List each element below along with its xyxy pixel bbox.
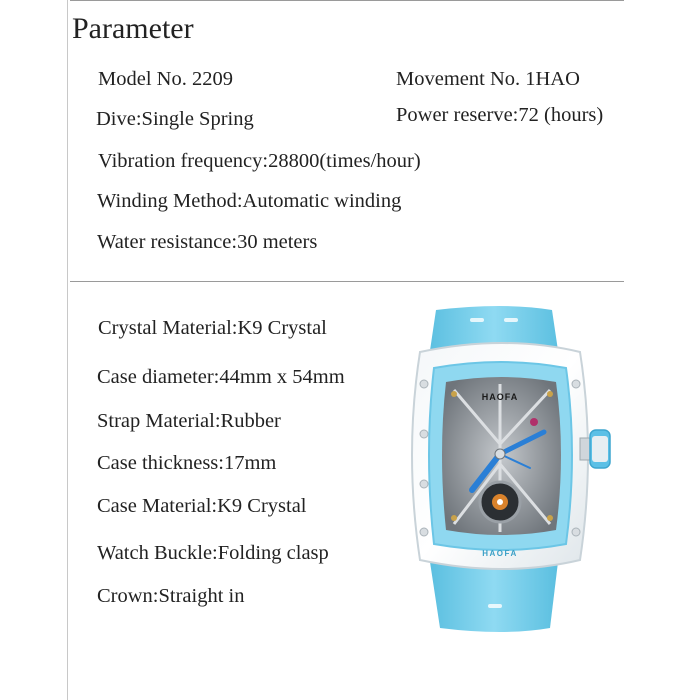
left-guide-line bbox=[67, 0, 68, 700]
spec-strap: Strap Material:Rubber bbox=[97, 410, 281, 432]
watch-illustration bbox=[384, 304, 624, 634]
spec-case-diameter: Case diameter:44mm x 54mm bbox=[97, 366, 345, 388]
spec-vibration: Vibration frequency:28800(times/hour) bbox=[98, 150, 421, 172]
spec-water: Water resistance:30 meters bbox=[97, 231, 318, 253]
spec-buckle: Watch Buckle:Folding clasp bbox=[97, 542, 329, 564]
strap-brand-logo: HAOFA bbox=[482, 549, 518, 558]
spec-crystal: Crystal Material:K9 Crystal bbox=[98, 317, 327, 339]
spec-case-material: Case Material:K9 Crystal bbox=[97, 495, 307, 517]
strap-bottom bbox=[430, 562, 558, 632]
top-divider bbox=[70, 0, 624, 1]
spec-power-reserve: Power reserve:72 (hours) bbox=[396, 104, 604, 126]
ruby-jewel bbox=[530, 418, 538, 426]
spec-crown: Crown:Straight in bbox=[97, 585, 245, 607]
spec-movement: Movement No. 1HAO bbox=[396, 68, 580, 90]
spec-winding: Winding Method:Automatic winding bbox=[97, 190, 402, 212]
page-title: Parameter bbox=[72, 12, 194, 45]
middle-divider bbox=[70, 281, 624, 282]
dial-brand-logo: HAOFA bbox=[481, 392, 519, 402]
spec-dive: Dive:Single Spring bbox=[96, 108, 254, 130]
spec-thickness: Case thickness:17mm bbox=[97, 452, 277, 474]
spec-model: Model No. 2209 bbox=[98, 68, 233, 90]
